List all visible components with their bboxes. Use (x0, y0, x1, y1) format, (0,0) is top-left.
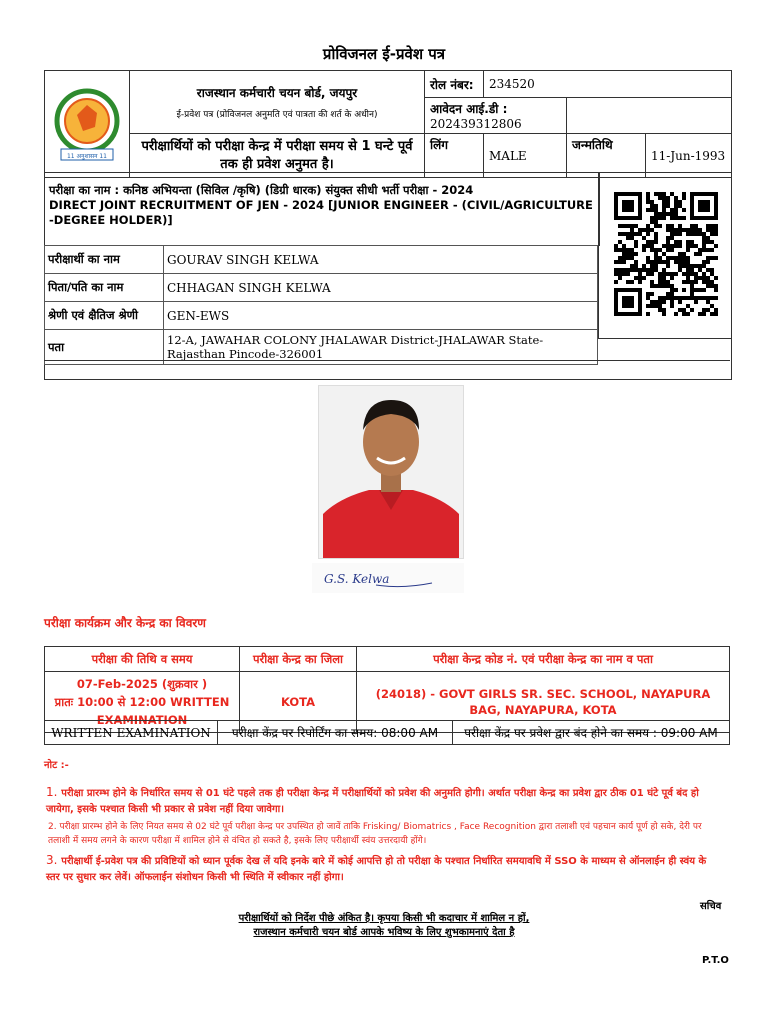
gender-label: लिंग (425, 134, 484, 178)
exam-mode: WRITTEN EXAMINATION (45, 721, 218, 745)
exam-name-english: DIRECT JOINT RECRUITMENT OF JEN - 2024 [JUNIOR ENGINEER - (CIVIL/AGRICULTURE -DEGREE HOLDER)] (49, 198, 593, 227)
candidate-photo (318, 385, 464, 559)
page-title: प्रोविजनल ई-प्रवेश पत्र (322, 45, 446, 63)
logo-motto: 11 अनुशासन 11 (66, 152, 108, 160)
note-2: 2. परीक्षा प्रारम्भ होने के लिए नियत समय से 02 घंटे पूर्व परीक्षा केन्द्र पर उपस्थित हो जावें ताकि Frisking/ Biomatrics , Face Recognition द्वारा तलाशी एवं पहचान कार्य पूर्ण हो सके, देरी पर तलाशी में समय लगने के कारण परीक्षा में शामिल होने से वंचित हो सकते है, इसके लिए परीक्षार्थी स्वंय उत्तरदायी होंगे। (48, 822, 702, 846)
secretary-label: सचिव (700, 901, 722, 912)
signature-image (312, 563, 464, 593)
exam-name-box (44, 172, 600, 246)
note-2-text: परीक्षा प्रारम्भ होने के लिए नियत समय से 02 घंटे पूर्व परीक्षा केन्द्र पर उपस्थित हो जावें ताकि Frisking/ Biomatrics , Face Recognition द्वारा तलाशी एवं पहचान कार्य पूर्ण हो सके, देरी पर तलाशी में समय लगने के कारण परीक्षा में शामिल होने से वंचित हो सकते है, इसके लिए परीक्षार्थी स्वंय उत्तरदायी होंगे। (48, 822, 702, 846)
exam-name (45, 173, 599, 230)
signature-text: G.S. Kelwa (324, 572, 390, 586)
dob-value: 11-Jun-1993 (646, 134, 732, 178)
candidate-name-label: परीक्षार्थी का नाम (45, 246, 164, 274)
note-1: 1. परीक्षा प्रारम्भ होने के निर्धारित समय से 01 घंटे पहले तक ही परीक्षा केन्द्र में परीक्षार्थियों को प्रवेश की अनुमति होगी। अर्थात परीक्षा केन्द्र का प्रवेश द्वार ठीक 01 घंटे पूर्व बंद हो जायेगा, इसके पश्चात किसी भी प्रकार से प्रवेश नहीं दिया जावेगा। (46, 785, 699, 815)
exam-time: प्रातः 10:00 से 12:00 WRITTEN EXAMINATION (54, 695, 230, 727)
roll-label: रोल नंबर: (425, 71, 484, 98)
schedule-timing-table (44, 720, 730, 745)
gate-close-time: परीक्षा केंद्र पर प्रवेश द्वार बंद होने का समय : 09:00 AM (453, 721, 730, 745)
org-name: राजस्थान कर्मचारी चयन बोर्ड, जयपुर (196, 86, 358, 100)
exam-date: 07-Feb-2025 (शुक्रवार ) (76, 677, 208, 691)
note-3: 3. परीक्षार्थी ई-प्रवेश पत्र की प्रविष्टियों को ध्यान पूर्वक देख लें यदि इनके बारे में कोई आपत्ति हो तो परीक्षा के पश्चात निर्धारित समयावधि में SSO के माध्यम से ऑनलाईन ही स्वंय के स्तर पर सुधार कर लेवें। ऑफलाईन संशोधन किसी भी स्थिति में स्वीकार नहीं होगा। (46, 853, 707, 883)
col-district-header: परीक्षा केन्द्र का जिला (240, 647, 357, 672)
org-sub: ई-प्रवेश पत्र (प्रोविजनल अनुमति एवं पात्रता की शर्त के अधीन) (176, 110, 378, 120)
app-id-label: आवेदन आई.डी : (430, 102, 508, 116)
exam-center: (24018) - GOVT GIRLS SR. SEC. SCHOOL, NAYAPURA BAG, NAYAPURA, KOTA (357, 672, 730, 733)
address-value: 12-A, JAWAHAR COLONY JHALAWAR District-JHALAWAR State-Rajasthan Pincode-326001 (164, 330, 598, 365)
rssb-logo-icon (47, 83, 127, 163)
category-label: श्रेणी एवं क्षैतिज श्रेणी (45, 302, 164, 330)
note-3-text: परीक्षार्थी ई-प्रवेश पत्र की प्रविष्टियों को ध्यान पूर्वक देख लें यदि इनके बारे में कोई आपत्ति हो तो परीक्षा के पश्चात निर्धारित समयावधि में SSO के माध्यम से ऑनलाईन ही स्वंय के स्तर पर सुधार कर लेवें। ऑफलाईन संशोधन किसी भी स्थिति में स्वीकार नहीं होगा। (46, 856, 707, 883)
address-label: पता (45, 330, 164, 365)
entry-notice: परीक्षार्थियों को परीक्षा केन्द्र में परीक्षा समय से 1 घन्टे पूर्व तक ही प्रवेश अनुमत है। (130, 134, 425, 178)
gender-value: MALE (484, 134, 567, 178)
app-id-cell (425, 98, 567, 134)
father-name-label: पिता/पति का नाम (45, 274, 164, 302)
app-id-blank (567, 98, 732, 134)
notes-heading: नोट :- (44, 760, 69, 771)
roll-value: 234520 (484, 71, 732, 98)
schedule-heading: परीक्षा कार्यक्रम और केन्द्र का विवरण (44, 616, 206, 630)
father-name-value: CHHAGAN SINGH KELWA (164, 274, 598, 302)
note-1-text: परीक्षा प्रारम्भ होने के निर्धारित समय से 01 घंटे पहले तक ही परीक्षा केन्द्र में परीक्षार्थियों को प्रवेश की अनुमति होगी। अर्थात परीक्षा केन्द्र का प्रवेश द्वार ठीक 01 घंटे पूर्व बंद हो जायेगा, इसके पश्चात किसी भी प्रकार से प्रवेश नहीं दिया जावेगा। (46, 788, 699, 815)
closing-line-1: परीक्षार्थियों को निर्देश पीछे अंकित है। कृपया किसी भी कदाचार में शामिल न हों, (238, 913, 530, 924)
header-table (44, 70, 732, 178)
closing-line-2: राजस्थान कर्मचारी चयन बोर्ड आपके भविष्य के लिए शुभकामनाएं देता है (253, 927, 515, 938)
exam-name-hindi: परीक्षा का नाम : कनिष्ठ अभियन्ता (सिविल /कृषि) (डिग्री धारक) संयुक्त सीधी भर्ती परीक्षा - 2024 (49, 183, 474, 197)
candidate-details-table (44, 245, 598, 365)
org-info (130, 71, 425, 134)
blank-row (44, 360, 730, 379)
dob-label: जन्मतिथि (567, 134, 646, 178)
signature (312, 563, 464, 593)
closing-message (0, 912, 768, 940)
pto-label: P.T.O (702, 955, 729, 966)
category-value: GEN-EWS (164, 302, 598, 330)
app-id-value: 202439312806 (430, 117, 522, 131)
qr-code-icon (614, 192, 718, 316)
logo-cell (45, 71, 130, 178)
exam-district: KOTA (240, 672, 357, 733)
reporting-time: परीक्षा केंद्र पर रिपोर्टिंग का समय: 08:00 AM (218, 721, 453, 745)
col-datetime-header: परीक्षा की तिथि व समय (45, 647, 240, 672)
col-center-header: परीक्षा केन्द्र कोड नं. एवं परीक्षा केन्द्र का नाम व पता (357, 647, 730, 672)
candidate-photo-icon (319, 386, 463, 558)
candidate-name-value: GOURAV SINGH KELWA (164, 246, 598, 274)
